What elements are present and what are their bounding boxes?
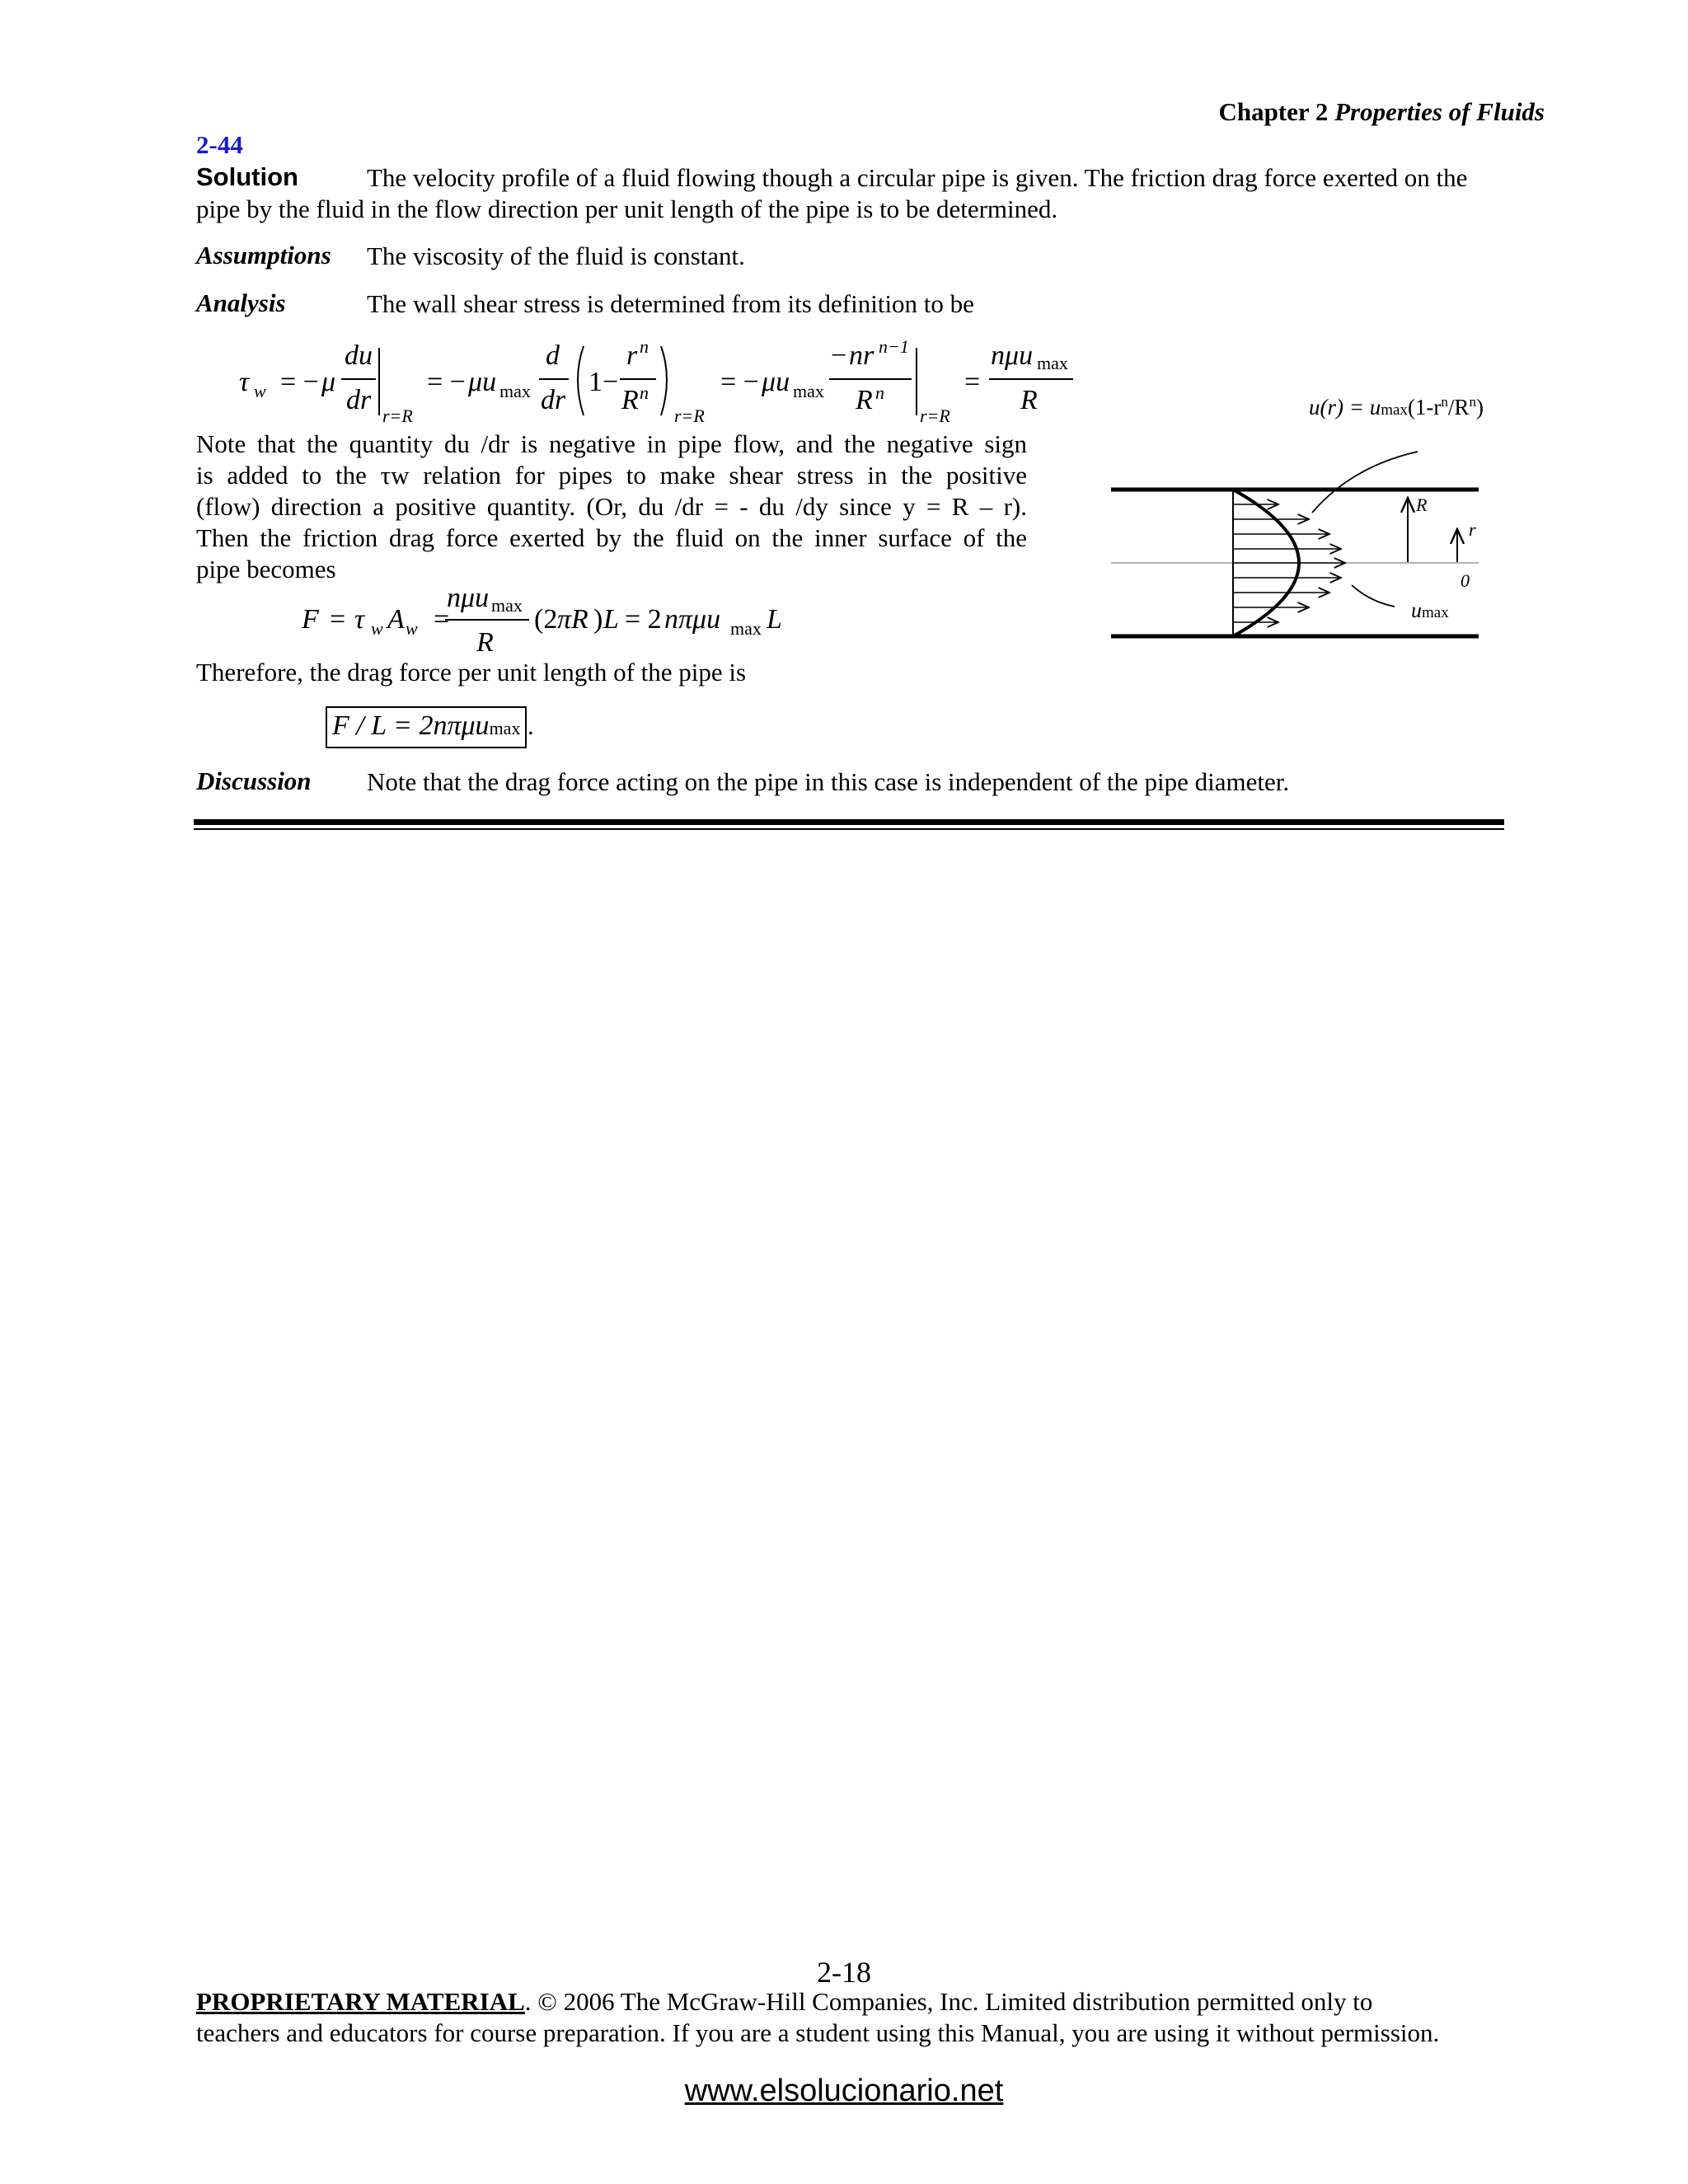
svg-text:max: max [730, 618, 762, 639]
svg-text:μu: μu [468, 367, 497, 397]
svg-text:μu: μu [762, 367, 790, 397]
radial-coordinate-label: r [1469, 519, 1476, 540]
svg-text:dr: dr [346, 385, 372, 415]
website-watermark-link[interactable]: www.elsolucionario.net [684, 2074, 1004, 2108]
note-line-5: pipe becomes [196, 555, 336, 583]
section-rule-thin [194, 828, 1504, 830]
solution-text-line1: The velocity profile of a fluid flowing though a circular pipe is given. The friction drag force exerted on the [367, 163, 1468, 192]
note-line-2: is added to the τw relation for pipes to make shear stress in the positive [196, 461, 1027, 490]
svg-text:w: w [371, 618, 383, 639]
svg-text:r=R: r=R [674, 405, 705, 426]
velocity-profile-label [1309, 394, 1484, 420]
svg-text:−: − [831, 340, 847, 371]
svg-text:= 2: = 2 [625, 604, 662, 635]
svg-text:du: du [345, 340, 373, 371]
profile-label-end: ) [1475, 395, 1484, 419]
copyright-footer [196, 1986, 1523, 2049]
chapter-title: Properties of Fluids [1334, 97, 1545, 126]
svg-text:L: L [603, 604, 619, 635]
chapter-number: Chapter 2 [1218, 97, 1329, 126]
svg-text:(2: (2 [534, 604, 558, 635]
shear-stress-equation-graphic [239, 340, 1096, 430]
svg-text:nr: nr [849, 340, 874, 371]
svg-text:τ: τ [354, 604, 365, 635]
chapter-header [1218, 97, 1545, 127]
svg-text:): ) [593, 604, 603, 635]
svg-text:R: R [621, 385, 639, 415]
analysis-label: Analysis [196, 288, 286, 317]
shear-stress-equation [239, 340, 1096, 438]
svg-text:n−1: n−1 [879, 340, 909, 357]
problem-number: 2-44 [196, 130, 243, 159]
svg-text:r: r [626, 340, 638, 371]
svg-text:w: w [406, 618, 418, 639]
svg-text:F: F [302, 604, 319, 635]
svg-text:nπμu: nπμu [664, 604, 721, 635]
footer-line-1-text: . © 2006 The McGraw-Hill Companies, Inc. Limited distribution permitted only to [524, 1987, 1373, 2016]
profile-label-sub: max [1381, 401, 1408, 419]
assumptions-text: The viscosity of the fluid is constant. [367, 241, 745, 270]
svg-text:R: R [856, 385, 873, 415]
therefore-text: Therefore, the drag force per unit length of the pipe is [196, 658, 747, 687]
profile-label-sup2: n [1469, 394, 1476, 410]
answer-expression: F / L = 2nπμu [332, 710, 490, 741]
svg-text:max: max [1037, 353, 1068, 373]
svg-text:w: w [254, 381, 266, 401]
note-line-1: Note that the quantity du /dr is negative in pipe flow, and the negative sign [196, 429, 1027, 458]
proprietary-material-label: PROPRIETARY MATERIAL [196, 1987, 525, 2016]
svg-text:L: L [767, 604, 782, 635]
svg-text:= −: = − [720, 367, 759, 397]
svg-text:nμu: nμu [991, 340, 1034, 371]
answer-period: . [528, 711, 534, 740]
svg-text:= −: = − [280, 367, 319, 397]
umax-label-u: u [1411, 598, 1422, 622]
analysis-text: The wall shear stress is determined from its definition to be [367, 289, 974, 318]
footer-line-2: teachers and educators for course preparation. If you are a student using this Manual, you are using it without permission. [196, 2018, 1440, 2047]
svg-text:n: n [640, 382, 649, 403]
origin-label: 0 [1461, 570, 1470, 591]
drag-force-equation-graphic [297, 587, 791, 661]
section-rule-thick [194, 819, 1504, 825]
svg-text:r=R: r=R [920, 405, 950, 426]
profile-label-rest: (1-r [1407, 395, 1442, 419]
svg-text:n: n [640, 340, 649, 357]
svg-text:R: R [1020, 385, 1038, 415]
answer-box [326, 706, 527, 748]
svg-text:=: = [434, 604, 450, 635]
umax-label-sub: max [1422, 604, 1449, 621]
footer-line-1 [196, 1986, 1523, 2018]
svg-text:=: = [330, 604, 346, 635]
assumptions-label: Assumptions [196, 241, 331, 269]
svg-text:= −: = − [427, 367, 466, 397]
profile-label-sup1: n [1441, 394, 1448, 410]
page-number: 2-18 [817, 1956, 871, 1989]
profile-label-u: u(r) = u [1309, 395, 1381, 419]
svg-text:d: d [546, 340, 560, 371]
svg-text:A: A [387, 604, 405, 635]
pipe-flow-figure [1104, 387, 1533, 651]
svg-text:1−: 1− [588, 367, 619, 397]
answer-subscript: max [489, 718, 521, 738]
note-line-3: (flow) direction a positive quantity. (Or, du /dr = - du /dy since y = R – r). [196, 492, 1027, 521]
svg-text:max: max [491, 595, 523, 616]
svg-text:r=R: r=R [382, 405, 413, 426]
note-line-4: Then the friction drag force exerted by the fluid on the inner surface of the [196, 523, 1027, 552]
profile-label-mid: /R [1447, 395, 1470, 419]
svg-text:n: n [875, 382, 884, 403]
svg-text:πR: πR [557, 604, 588, 635]
discussion-text: Note that the drag force acting on the pipe in this case is independent of the pipe diameter. [367, 767, 1290, 796]
svg-text:nμu: nμu [447, 587, 490, 613]
svg-text:τ: τ [239, 367, 250, 397]
umax-label [1411, 598, 1449, 623]
svg-text:R: R [476, 627, 494, 658]
radius-R-label: R [1416, 494, 1428, 515]
svg-text:max: max [499, 381, 531, 401]
solution-label: Solution [196, 162, 298, 191]
svg-text:dr: dr [541, 385, 566, 415]
discussion-label: Discussion [196, 766, 312, 795]
note-paragraph [196, 429, 1027, 585]
solution-text-line2: pipe by the fluid in the flow direction per unit length of the pipe is to be determined. [196, 194, 1058, 223]
svg-text:max: max [793, 381, 824, 401]
svg-text:μ: μ [321, 367, 336, 397]
svg-text:=: = [964, 367, 981, 397]
